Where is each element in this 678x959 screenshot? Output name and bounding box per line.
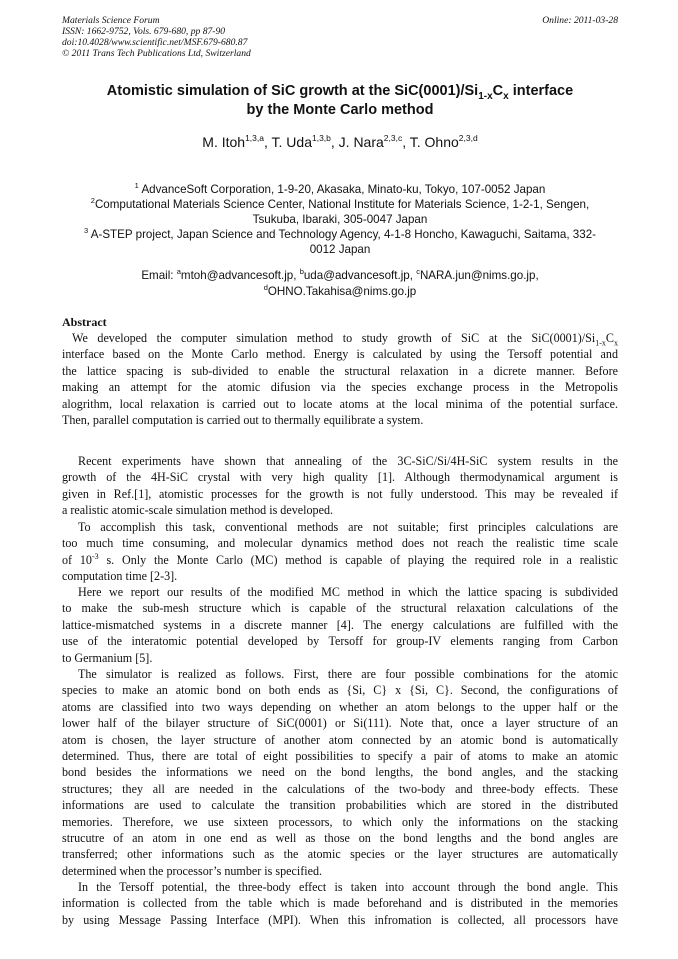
- paragraph: The simulator is realized as follows. First, there are four possible combinations for the atomic species to make an atomic bond on both ends as {Si, C} x {Si, C}. Second, the configurations of atoms are classified into two ways depending on whether an atom belongs to the upper half or the lower half of the bilayer structure of SiC(0001) or Si(111). Note that, once a layer structure of an atom is chosen, the layer structure of another atom connected by an atomic bond is automatically determined. Thus, there are total of eight possibilities to specify a pair of atoms to make an atomic bond besides the informations we need on the bond lengths, the bond angles, and the stacking structures; they all are needed in the calculations of the two-body and three-body effects. These informations are used to calculate the transition probabilities which are stored in the distributed memories. Therefore, we use sixteen processors, to which only the informations on the stacking strucutre of an atom in one end as well as those on the bond lengths and the bond angles are transferred; other informations such as the atomic species or the layer structures are automatically determined when the processor’s number is specified.: [62, 667, 618, 878]
- paragraph: Recent experiments have shown that annealing of the 3C-SiC/Si/4H-SiC system results in the growth of the 4H-SiC crystal with very high quality [1]. Although thermodynamical argument is given in Ref.[1], atomistic processes for the growth is not fully understood. This may be revealed if a realistic atomic-scale simulation method is developed.: [62, 454, 618, 518]
- journal-name: Materials Science Forum: [62, 15, 160, 26]
- journal-header: [62, 15, 618, 59]
- author: T. Uda$^{1,3,b}$,: [271, 133, 339, 150]
- affiliations: [72, 182, 608, 257]
- email-link[interactable]: mtoh@advancesoft.jp,: [180, 269, 300, 282]
- affiliation: $^3$ A-STEP project, Japan Science and Technology Agency, 4-1-8 Honcho, Kawaguchi, Saitama, 332-0012 Japan: [83, 226, 597, 256]
- online-date: Online: 2011-03-28: [542, 15, 618, 26]
- author: J. Nara$^{2,3,c}$,: [338, 133, 410, 150]
- abstract-text: We developed the computer simulation method to study growth of SiC at the $SiC(0001)/Si_{1-x}C_x$ interface based on the Monte Carlo method. Energy is calculated by using the Tersoff potential and the lattice spacing is sub-divided to enable the structural relaxation in a dicrete manner. Before making an attempt for the atomic difusion via the species exchange process in the Metropolis alogrithm, local relaxation is carried out to locate atoms at the local minima of the potential surface. Then, parallel computation is carried out to thermally equilibrate a system.: [62, 331, 618, 428]
- affiliation: $^1$ AdvanceSoft Corporation, 1-9-20, Akasaka, Minato-ku, Tokyo, 107-0052 Japan: [134, 181, 546, 196]
- paragraph: In the Tersoff potential, the three-body effect is taken into account through the bond angle. This information is collected from the table which is made beforehand and is distributed in the memories by using Message Passing Interface (MPI). When this infromation is collected, all processors have: [62, 880, 618, 927]
- abstract-heading: Abstract: [62, 315, 107, 329]
- email-block: Email: $^a$mtoh@advancesoft.jp, $^b$uda@advancesoft.jp, $^c$NARA.jun@nims.go.jp, $^d$OHNO.Takahisa@nims.go.jp: [141, 267, 539, 298]
- paragraph: To accomplish this task, conventional methods are not suitable; first principles calculations are too much time consuming, and molecular dynamics method does not reach the realistic time scale of $10^{-3}$ s. Only the Monte Carlo (MC) method is capable of playing the required role in a realistic computation time [2-3].: [62, 520, 618, 584]
- author: T. Ohno$^{2,3,d}$: [409, 133, 478, 150]
- paper-title: Atomistic simulation of SiC growth at the $SiC(0001)/Si_{1-x}C_x$ interface by the Monte Carlo method: [106, 83, 574, 118]
- author-list: [62, 133, 618, 151]
- paragraph: Here we report our results of the modified MC method in which the lattice spacing is subdivided to make the sub-mesh structure which is capable of the structural relaxation calculations of the lattice-mismatched systems in a discrete manner [4]. The energy calculations are fulfilled with the use of the interatomic potential developed by Tersoff for group-IV elements ranging from Carbon to Germanium [5].: [62, 585, 618, 665]
- doi-line: doi:10.4028/www.scientific.net/MSF.679-680.87: [62, 37, 248, 48]
- email-link[interactable]: OHNO.Takahisa@nims.go.jp: [267, 285, 417, 298]
- issn-line: ISSN: 1662-9752, Vols. 679-680, pp 87-90: [62, 26, 226, 37]
- email-link[interactable]: uda@advancesoft.jp,: [303, 269, 417, 282]
- copyright-line: © 2011 Trans Tech Publications Ltd, Switzerland: [62, 48, 251, 59]
- author: M. Itoh$^{1,3,a}$,: [202, 133, 272, 150]
- affiliation: $^2$Computational Materials Science Center, National Institute for Materials Science, 1-2-1, Sengen, Tsukuba, Ibaraki, 305-0047 Japan: [90, 196, 590, 226]
- email-link[interactable]: NARA.jun@nims.go.jp,: [419, 269, 539, 282]
